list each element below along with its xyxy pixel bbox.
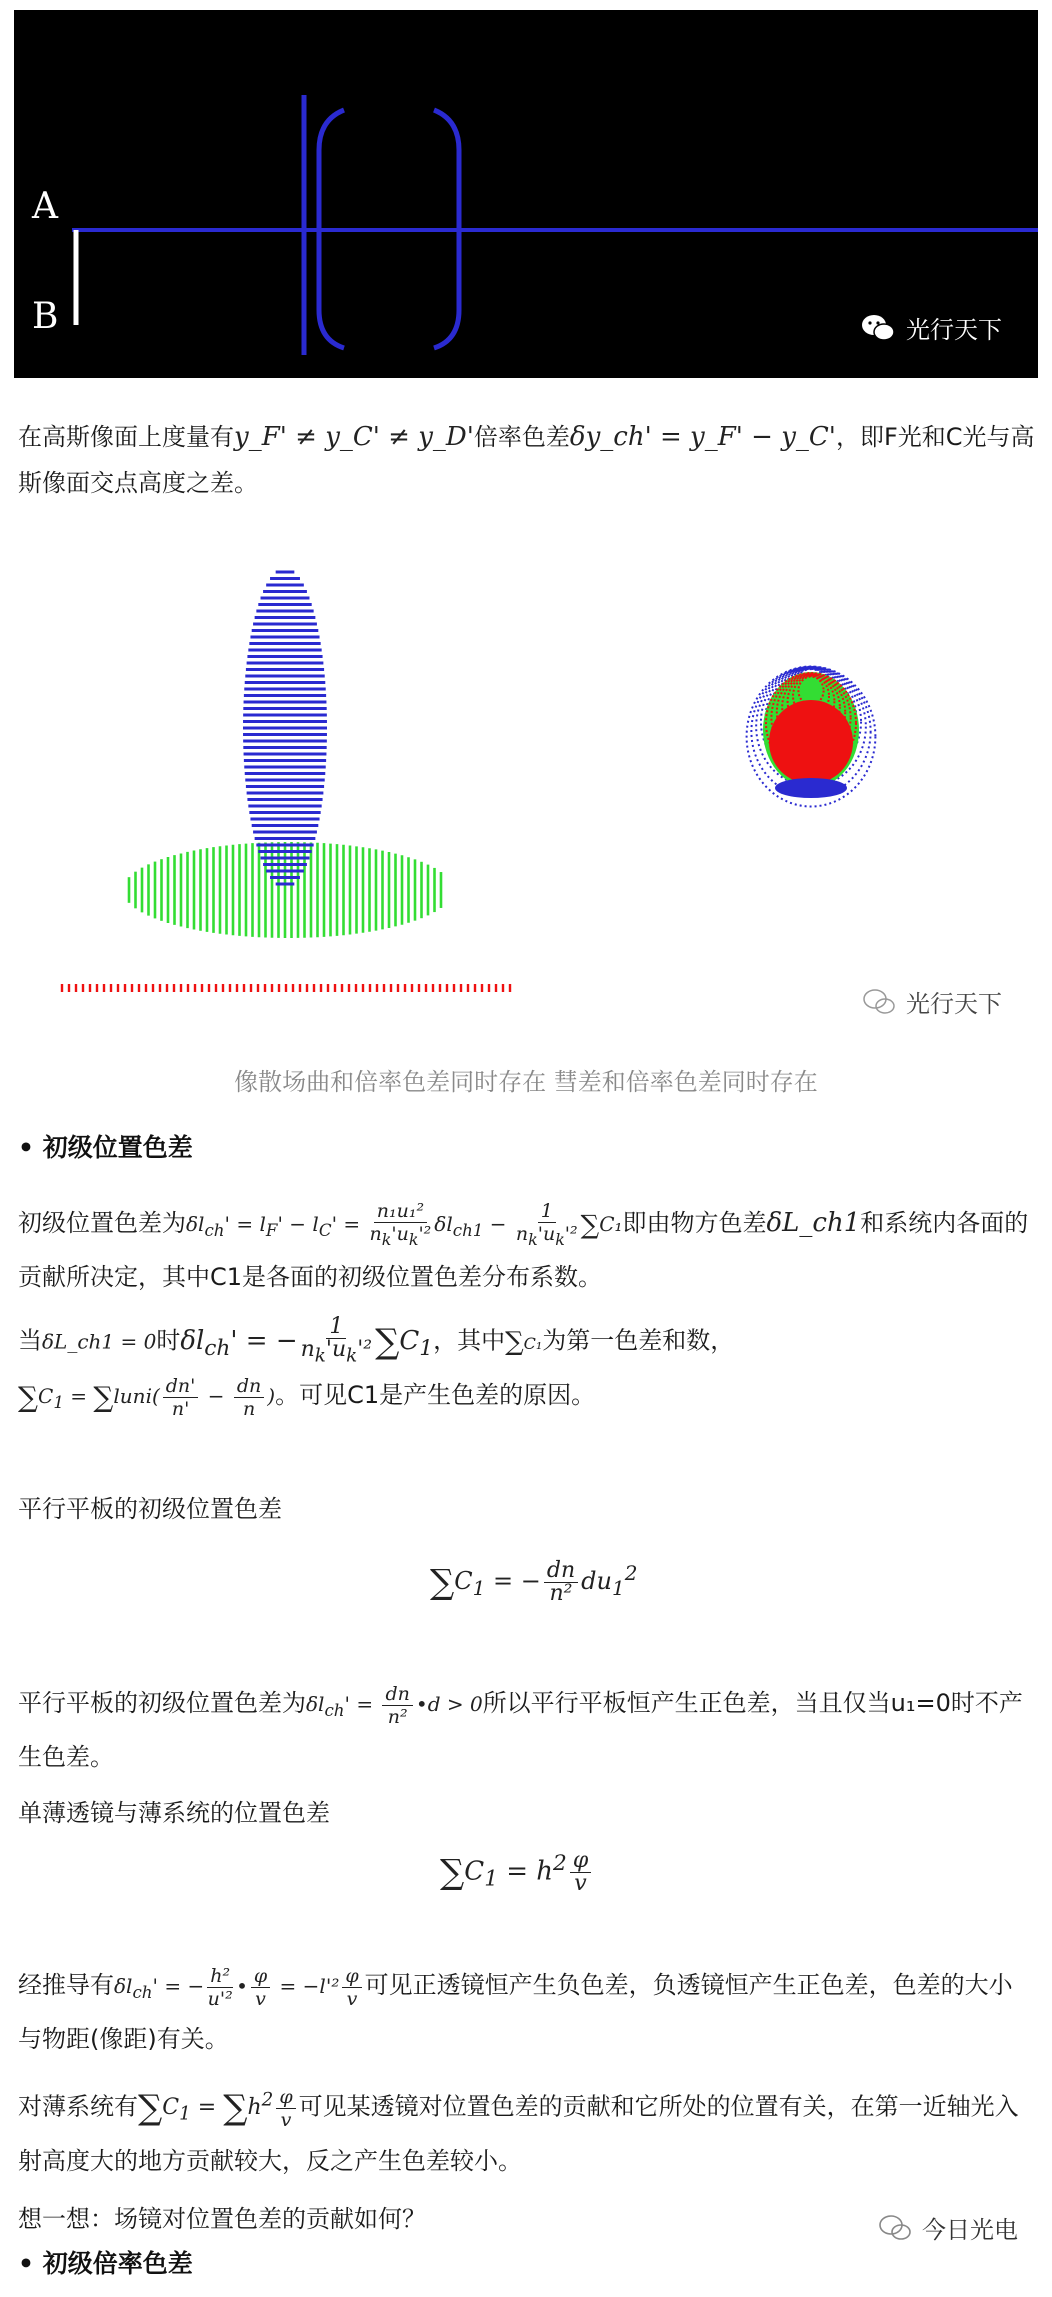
p3-text-shi: 时	[156, 1326, 181, 1355]
wechat-icon	[860, 313, 896, 343]
section-heading-primary-axial-color	[18, 1128, 193, 1164]
bullet: •	[18, 1133, 34, 1162]
watermark-fig2	[862, 984, 1002, 1019]
eq-thin-system: $\sum C_1 = \sum h^2$ $\frac{\varphi}{v}$	[138, 2095, 299, 2120]
eq-sum-c1-expansion: $\sum C_1$ = ∑luni( $\frac{dn'}{n'}$ − $\frac{dn}{n}$ )	[18, 1374, 276, 1420]
p1-text-middle: 倍率色差	[473, 423, 570, 451]
paragraph-7	[18, 1962, 1036, 2062]
bullet: •	[18, 2249, 34, 2278]
eq-lateral-color: δy_ch' = y_F' − y_C'	[569, 422, 836, 452]
footer-watermark	[878, 2210, 1018, 2245]
paragraph-1	[18, 414, 1036, 506]
p1-text-before: 在高斯像面上度量有	[18, 423, 234, 451]
paragraph-2	[18, 1200, 1036, 1300]
paragraph-8	[18, 2078, 1036, 2184]
section-heading-primary-lateral-color	[18, 2244, 193, 2280]
p3-text-where2: 为第一色差和数，	[542, 1326, 735, 1355]
paragraph-4: 平行平板的初级位置色差	[18, 1495, 282, 1523]
eq-sum-c1: ∑C₁	[505, 1326, 543, 1357]
wechat-icon	[862, 988, 896, 1016]
wechat-icon	[878, 2214, 912, 2242]
p8-text-before: 对薄系统有	[18, 2092, 138, 2121]
paragraph-3	[18, 1316, 1036, 1426]
p5-text-before: 平行平板的初级位置色差为	[18, 1689, 306, 1717]
eq-condition: δL_ch1 = 0	[42, 1329, 157, 1354]
p8-text-after: 可见某透镜对位置色差的贡献和它所处的位置有关，在第一近轴光入射高度大的地方贡献较大，反之产生色差较小。	[18, 2092, 1019, 2175]
eq-plate-color: $\delta l_{ch}'$ = $\frac{dn}{\text{n²}}$ •d > 0	[306, 1683, 483, 1728]
red-coma-core	[769, 700, 853, 784]
p2-text-after: 即由物方色差	[622, 1209, 767, 1237]
spot-diagram-figure	[0, 520, 1052, 1040]
p7-text-after: 可见正透镜恒产生负色差，负透镜恒产生正色差，色差的大小与物距(像距)有关。	[18, 1971, 1013, 2053]
p2-text-end: 和系统内各面的贡献所决定，其中C1是各面的初级位置色差分布系数。	[18, 1209, 1029, 1291]
p3-text-when: 当	[18, 1326, 42, 1355]
section-title: 初级倍率色差	[42, 2249, 193, 2278]
paragraph-6: 单薄透镜与薄系统的位置色差	[18, 1799, 330, 1827]
p7-text-before: 经推导有	[18, 1971, 114, 1999]
eq-image-color: $\delta l_{ch}'$ = − $\frac{1}{n_k'u_k'^2}$ $\sum C_1$	[180, 1314, 434, 1367]
figure-caption: 像散场曲和倍率色差同时存在 彗差和倍率色差同时存在	[234, 1068, 818, 1096]
label-b: B	[32, 296, 59, 337]
p1-text-after: ，即F光和C光与高斯像面交点高度之差。	[18, 423, 1035, 497]
p2-text-before: 初级位置色差为	[18, 1209, 186, 1237]
eq-inequality: y_F' ≠ y_C' ≠ y_D'	[234, 422, 474, 452]
watermark-text: 光行天下	[906, 316, 1002, 344]
watermark-fig1	[860, 310, 1002, 345]
eq-lens-color: $\delta l_{ch}'$ = − $\frac{\text{h²}}{\text{u'²}}$ • $\frac{\varphi}{v}$ = −l'² $\frac{\varphi}{v}$	[114, 1974, 365, 1998]
p3-text-where: ，其中	[433, 1326, 506, 1355]
figure-lens-diagram	[14, 10, 1038, 378]
label-a: A	[32, 186, 58, 227]
watermark-text: 光行天下	[906, 990, 1002, 1018]
paragraph-9: 想一想：场镜对位置色差的贡献如何？	[18, 2205, 426, 2233]
section-title: 初级位置色差	[42, 1133, 193, 1162]
blue-coma-base	[775, 778, 847, 798]
eq-primary-axial-color: $\delta l_{ch}' = l_F' - l_C'$ = $\frac{\text{n₁u₁²}}{n_k'u_k'^2}$ $\delta l_{ch1}$ − $\frac{1}{n_k'u_k'^2}$ ∑C₁	[186, 1200, 623, 1249]
eq-lens-c1: $\sum C_1 = h^2$ $\frac{\varphi}{v}$	[440, 1850, 594, 1895]
paragraph-5	[18, 1680, 1036, 1780]
eq-object-color: δL_ch1	[766, 1208, 861, 1238]
p3-text-conclusion: 。可见C1是产生色差的原因。	[275, 1380, 596, 1409]
p5-text-after: 所以平行平板恒产生正色差，当且仅当u₁=0时不产生色差。	[18, 1689, 1023, 1771]
eq-plate-c1: $\sum C_1$ = − $\frac{dn}{\text{n²}}$ $du_1^2$	[430, 1558, 638, 1606]
watermark-text: 今日光电	[922, 2216, 1018, 2244]
